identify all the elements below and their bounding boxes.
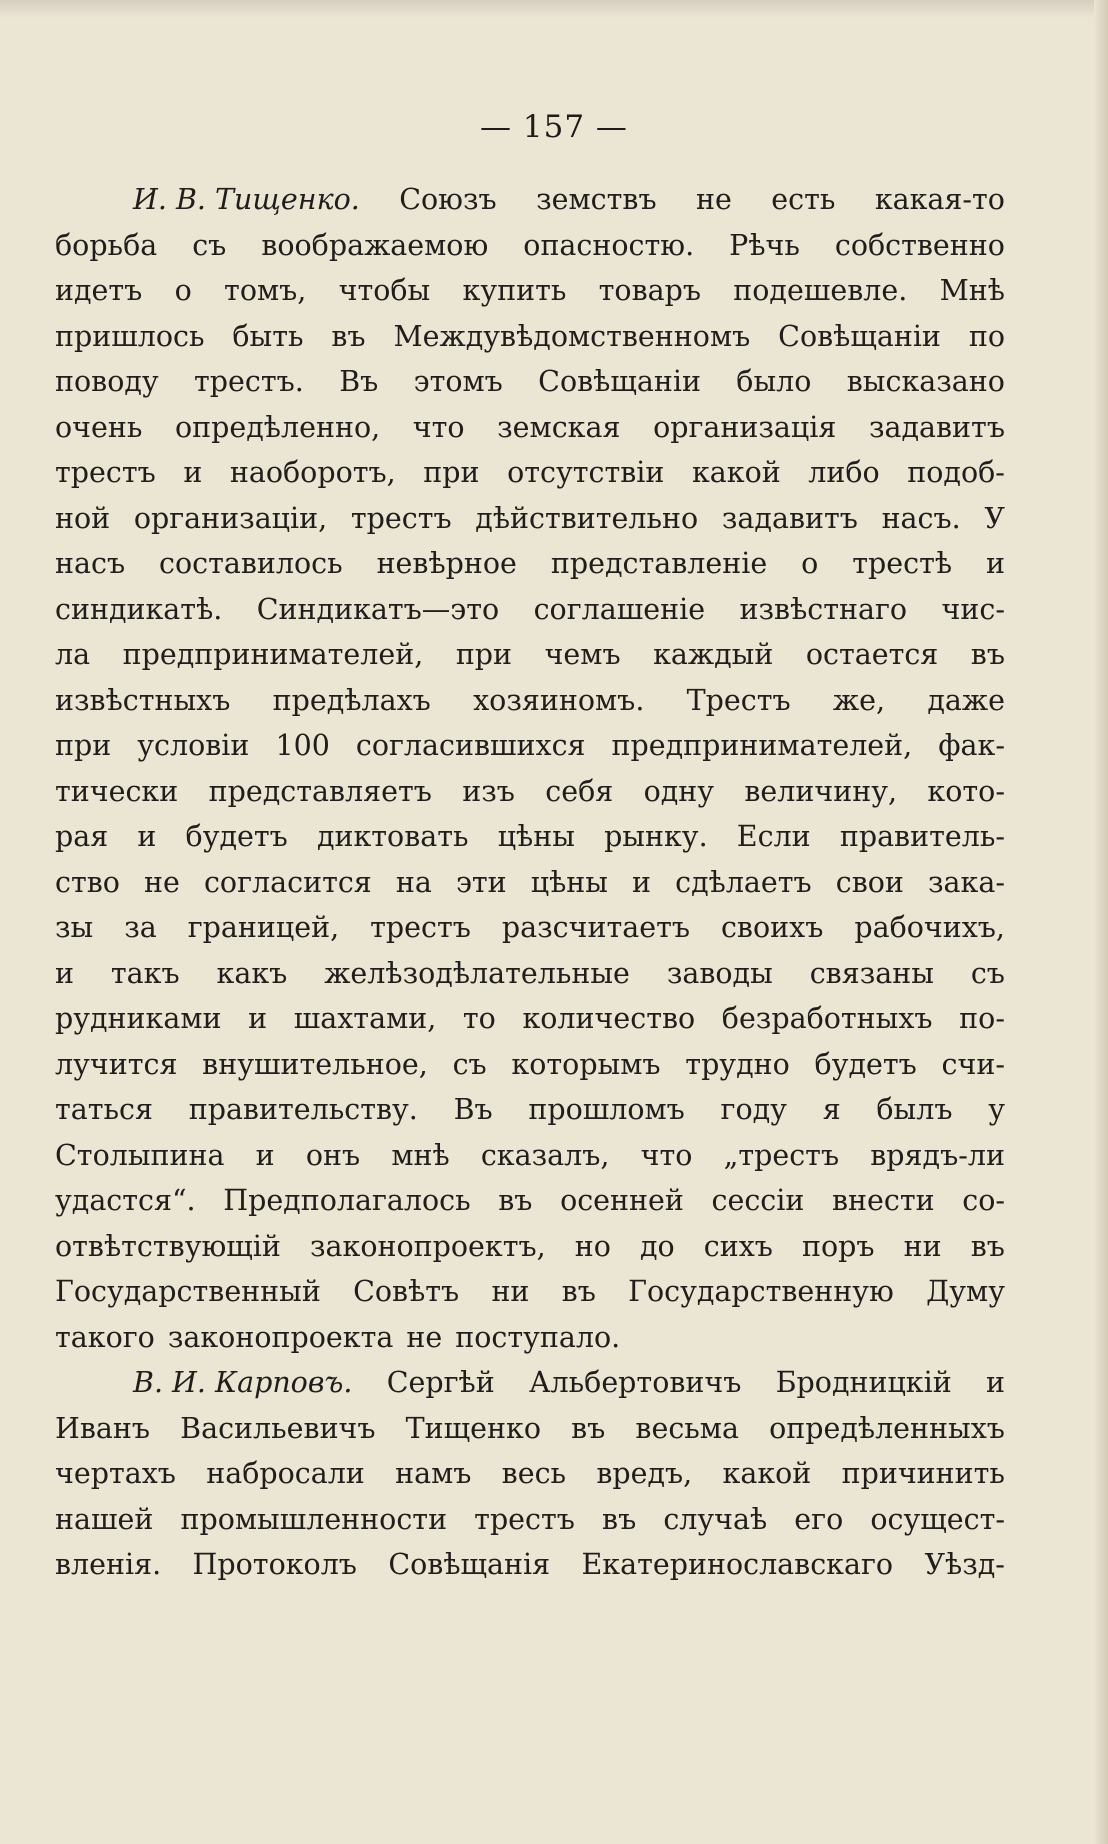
word: какая-то (874, 183, 1005, 216)
word: таться (55, 1093, 153, 1126)
word: въ (602, 1502, 637, 1536)
word: при (455, 638, 513, 671)
word: Совѣтъ (353, 1275, 460, 1308)
word: диктовать (316, 820, 469, 853)
word: у (988, 1093, 1005, 1126)
word: поступало. (455, 1320, 621, 1354)
word: величину, (744, 774, 898, 808)
word: „трестъ (723, 1138, 840, 1172)
word: фак- (938, 729, 1005, 762)
word: поръ (802, 1229, 875, 1263)
word: цѣны (530, 865, 608, 899)
word: быть (232, 319, 304, 353)
text-line (55, 723, 1005, 769)
word: границей, (187, 911, 340, 944)
word: и (248, 1002, 268, 1035)
word: ла (55, 638, 91, 671)
word: Если (736, 820, 811, 853)
text-line (55, 1315, 1005, 1361)
text-line (55, 314, 1005, 360)
word: собственно (834, 228, 1005, 262)
word: Васильевичъ (180, 1411, 376, 1445)
word: даже (927, 683, 1005, 717)
word: Союзъ (399, 183, 497, 216)
body-text (55, 177, 1005, 1588)
word: будетъ (814, 1047, 917, 1081)
word: сдѣлаетъ (675, 865, 812, 899)
text-line (55, 1224, 1005, 1270)
text-line (55, 359, 1005, 405)
word: Тищенко (405, 1411, 541, 1445)
text-line (55, 996, 1005, 1042)
text-line (55, 1360, 1005, 1406)
word: рудниками (55, 1002, 222, 1035)
word: правительству. (188, 1093, 418, 1126)
word: нашей (55, 1502, 154, 1536)
word: подоб- (907, 456, 1005, 489)
word: борьба (55, 228, 158, 262)
word: ни (491, 1275, 530, 1308)
word: трестъ (55, 456, 156, 489)
word: прошломъ (528, 1093, 685, 1126)
scan-right-edge (1094, 0, 1108, 1844)
word: и (255, 1138, 275, 1172)
word: рая (55, 820, 109, 853)
word: цѣны (497, 820, 575, 853)
word: этомъ (413, 365, 503, 398)
word: по (968, 319, 1005, 353)
word: задавитъ (868, 410, 1005, 444)
word: представленiе (550, 547, 768, 580)
word: согласившихся (355, 729, 586, 762)
word: Совѣщанiи (778, 319, 941, 353)
word: набросали (206, 1457, 365, 1490)
word: за (124, 911, 157, 944)
word: составилось (159, 547, 343, 580)
word: свои (835, 865, 904, 899)
word: причинить (841, 1457, 1005, 1490)
word: воображаемою (261, 228, 489, 262)
text-line (55, 268, 1005, 314)
word: тически (55, 774, 179, 808)
word: организацiи, (133, 501, 328, 535)
word: и (985, 1366, 1005, 1399)
word: предпринимателей, (611, 729, 913, 762)
word: ной (55, 501, 111, 535)
word: и (985, 547, 1005, 580)
word: зы (55, 911, 94, 944)
word: Рѣчь (729, 228, 800, 262)
word: разсчитаетъ (501, 911, 690, 944)
word: согласится (203, 865, 372, 899)
word: трестъ (370, 911, 471, 944)
word: въ (331, 319, 366, 353)
word: и (183, 456, 203, 489)
word: ни (903, 1229, 942, 1263)
scan-top-shadow (0, 0, 1108, 18)
word: счи- (941, 1047, 1005, 1081)
word: правитель- (839, 820, 1005, 853)
word: Синдикатъ—это (256, 592, 500, 626)
word: что (412, 410, 465, 444)
word: промышленности (180, 1502, 448, 1536)
word: организацiя (653, 410, 837, 444)
word: весь (501, 1457, 567, 1490)
word: отсутствiи (507, 456, 665, 489)
word: мнѣ (391, 1138, 450, 1172)
word: не (696, 183, 732, 216)
word: лучится (55, 1047, 178, 1081)
word: Бродницкiй (775, 1366, 952, 1399)
word: вленiя. (55, 1548, 162, 1581)
word: пришлось (55, 319, 205, 353)
word: отвѣтствующiй (55, 1229, 281, 1263)
word: дѣйствительно (475, 501, 699, 535)
word: и (632, 865, 652, 899)
word: идетъ (55, 274, 143, 307)
word: Совѣщанiя (388, 1548, 551, 1581)
text-line (55, 405, 1005, 451)
word: Уѣзд- (924, 1548, 1005, 1581)
word: году (720, 1093, 787, 1126)
word: же, (832, 683, 886, 717)
word: поводу (55, 365, 159, 398)
word: какой (722, 1457, 812, 1490)
word: заводы (666, 956, 773, 990)
word: по- (959, 1002, 1005, 1035)
word: и (55, 956, 74, 990)
word: случаѣ (663, 1502, 768, 1536)
word: изъ (462, 774, 515, 808)
word: чемъ (544, 638, 621, 671)
word: не (406, 1320, 443, 1354)
text-line (55, 951, 1005, 997)
word: на (395, 865, 432, 899)
word: связаны (809, 956, 934, 990)
word: въ (498, 1184, 533, 1217)
word: купить (462, 274, 567, 307)
word: было (736, 365, 812, 398)
text-line (55, 905, 1005, 951)
word: и (137, 820, 157, 853)
word: шахтами, (293, 1002, 437, 1035)
word: съ (970, 956, 1005, 990)
text-line (55, 223, 1005, 269)
text-line (55, 177, 1005, 223)
word: законопроектъ, (309, 1229, 546, 1263)
text-line (55, 1542, 1005, 1588)
text-line (55, 1451, 1005, 1497)
word: есть (771, 183, 836, 216)
word: въ (970, 638, 1005, 671)
word: при (423, 456, 480, 489)
word: Государственную (628, 1275, 894, 1308)
word: каждый (653, 638, 774, 671)
word: безработныхъ (721, 1002, 933, 1035)
text-line (55, 814, 1005, 860)
word: сказалъ, (480, 1138, 610, 1172)
word: то (462, 1002, 496, 1035)
word: которымъ (511, 1047, 661, 1081)
word: какъ (216, 956, 288, 990)
word: очень (55, 410, 143, 444)
text-line (55, 1087, 1005, 1133)
speaker-name: И. В. Тищенко. (133, 183, 360, 216)
word: насъ (55, 547, 126, 580)
word: удастся“. (55, 1184, 196, 1217)
word: земствъ (536, 183, 657, 216)
word: опредѣленно, (174, 410, 381, 444)
word: осенней (560, 1184, 684, 1217)
word: но (574, 1229, 611, 1263)
text-line (55, 1269, 1005, 1315)
word: я (822, 1093, 841, 1126)
word: подешевле. (733, 274, 908, 307)
word: своихъ (720, 911, 824, 944)
word: чертахъ (55, 1457, 176, 1490)
word: Сергѣй (386, 1366, 495, 1399)
word: одну (643, 774, 715, 808)
word: невѣрное (376, 547, 517, 580)
word: сихъ (703, 1229, 773, 1263)
word: рабочихъ, (854, 911, 1005, 944)
word: вредъ, (596, 1457, 693, 1490)
word: въ (571, 1411, 606, 1445)
word: извѣстныхъ (55, 683, 231, 717)
word: задавитъ (721, 501, 858, 535)
word: ство (55, 865, 120, 899)
text-line (55, 541, 1005, 587)
word: трестъ. (194, 365, 304, 398)
word: Думу (926, 1275, 1005, 1308)
word: опасностю. (523, 228, 695, 262)
word: Столыпина (55, 1138, 225, 1172)
word: либо (808, 456, 880, 489)
word: до (639, 1229, 675, 1263)
word: соглашенiе (533, 592, 706, 626)
word: наоборотъ, (229, 456, 396, 489)
word: Альбертовичъ (528, 1366, 742, 1399)
word: не (144, 865, 180, 899)
text-line (55, 632, 1005, 678)
word: въ (970, 1229, 1005, 1263)
text-line (55, 450, 1005, 496)
word: представляетъ (208, 774, 432, 808)
text-line (55, 678, 1005, 724)
word: Трестъ (686, 683, 791, 717)
word: о (801, 547, 819, 580)
word: Предполагалось (223, 1184, 471, 1217)
word: кото- (927, 774, 1005, 808)
word: со- (962, 1184, 1005, 1217)
word: томъ, (224, 274, 307, 307)
word: насъ. (881, 501, 961, 535)
word: Екатеринославскаго (581, 1548, 894, 1581)
word: предѣлахъ (272, 683, 431, 717)
word: о (174, 274, 192, 307)
paragraph (55, 1360, 1005, 1588)
word: въ (561, 1275, 596, 1308)
word: весьма (635, 1411, 739, 1445)
word: будетъ (185, 820, 288, 853)
word: желѣзодѣлательные (324, 956, 630, 990)
word: намъ (395, 1457, 472, 1490)
word: Въ (453, 1093, 493, 1126)
word: Совѣщанiи (538, 365, 701, 398)
word: условiи (137, 729, 250, 762)
word: внести (832, 1184, 935, 1217)
word: Государственный (55, 1275, 321, 1308)
word: трестъ (350, 501, 452, 535)
page-number: — 157 — (480, 109, 628, 145)
text-line (55, 1042, 1005, 1088)
word: остается (805, 638, 939, 671)
word: опредѣленныхъ (769, 1411, 1005, 1445)
word: себя (545, 774, 614, 808)
word: врядъ-ли (870, 1138, 1005, 1172)
word: трестъ (474, 1502, 575, 1536)
word: земская (497, 410, 621, 444)
word: Въ (339, 365, 379, 398)
word: Междувѣдомственномъ (393, 319, 751, 353)
word: осущест- (870, 1502, 1005, 1536)
word: синдикатѣ. (55, 592, 223, 626)
word: товаръ (598, 274, 701, 307)
word: законопроекта (167, 1320, 394, 1354)
text-line (55, 587, 1005, 633)
word: такого (55, 1320, 155, 1354)
word: Протоколъ (192, 1548, 357, 1581)
text-line (55, 1406, 1005, 1452)
text-line (55, 1497, 1005, 1543)
word: трестѣ (852, 547, 953, 580)
word: чтобы (338, 274, 431, 307)
word: предпринимателей, (122, 638, 424, 671)
word: Мнѣ (939, 274, 1005, 307)
word: чис- (941, 592, 1005, 626)
word: хозяиномъ. (473, 683, 645, 717)
word: У (984, 501, 1005, 535)
word: какой (691, 456, 781, 489)
word: съ (192, 228, 227, 262)
text-line (55, 769, 1005, 815)
word: при (55, 729, 112, 762)
word: такъ (110, 956, 180, 990)
paragraph (55, 177, 1005, 1360)
text-line (55, 496, 1005, 542)
text-line (55, 860, 1005, 906)
word: его (794, 1502, 844, 1536)
word: 100 (275, 729, 330, 762)
text-line (55, 1178, 1005, 1224)
word: сессiи (711, 1184, 805, 1217)
word: Иванъ (55, 1411, 151, 1445)
word: что (640, 1138, 693, 1172)
word: трудно (685, 1047, 790, 1081)
word: онъ (305, 1138, 361, 1172)
word: внушительное, (202, 1047, 428, 1081)
word: былъ (876, 1093, 953, 1126)
word: съ (452, 1047, 487, 1081)
word: высказано (846, 365, 1005, 398)
text-line (55, 1133, 1005, 1179)
word: эти (455, 865, 507, 899)
speaker-name: В. И. Карповъ. (133, 1366, 353, 1399)
word: зака- (928, 865, 1005, 899)
word: извѣстнаго (739, 592, 908, 626)
word: количество (522, 1002, 696, 1035)
word: рынку. (604, 820, 708, 853)
